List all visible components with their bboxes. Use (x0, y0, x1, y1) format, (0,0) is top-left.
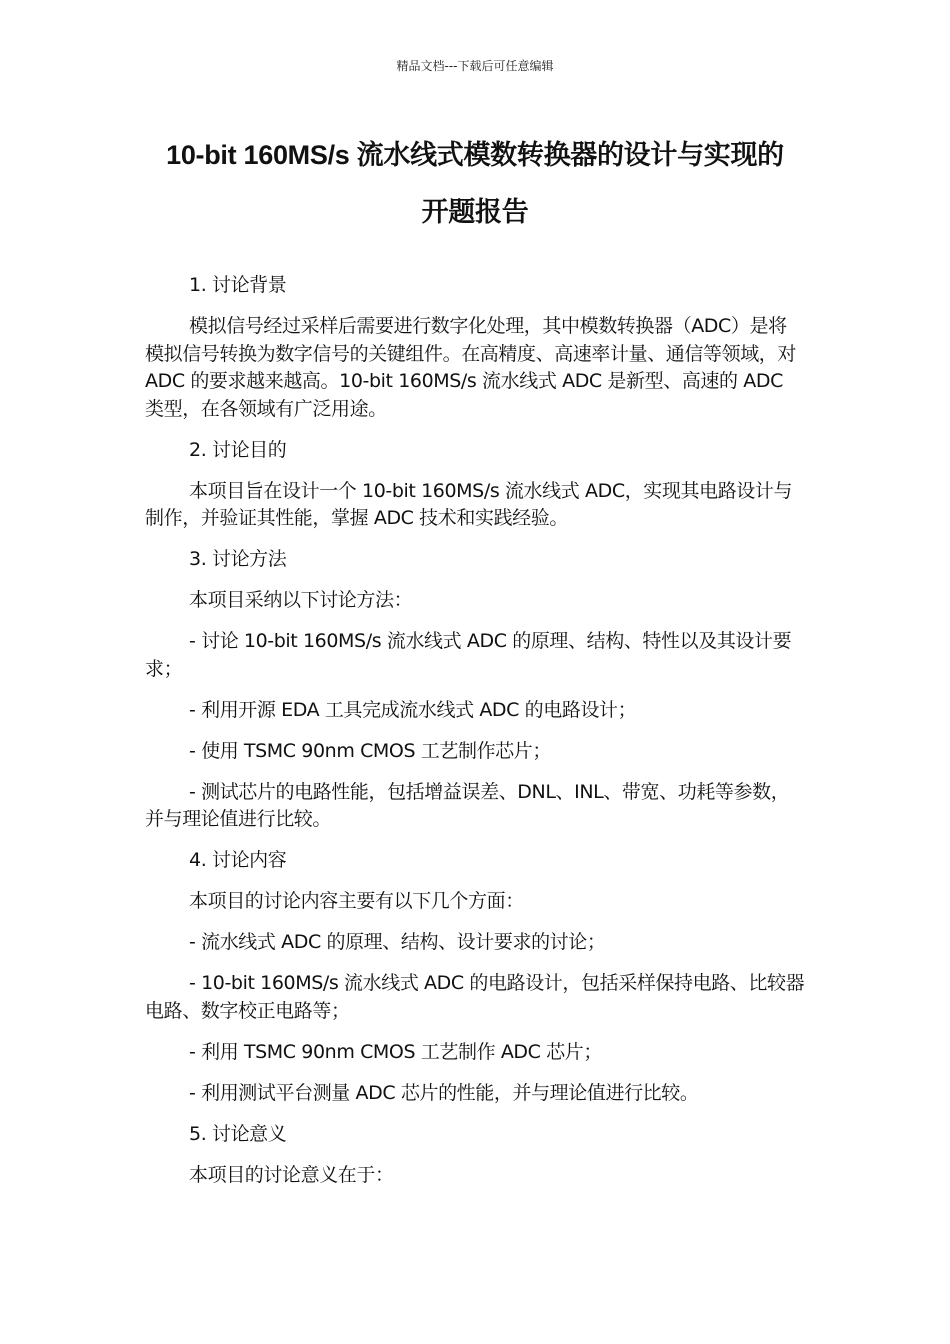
list-item-method: - 测试芯片的电路性能，包括增益误差、DNL、INL、带宽、功耗等参数，并与理论值进行比较。 (145, 780, 790, 830)
document-title-line-1: 10-bit 160MS/s 流水线式模数转换器的设计与实现的 (166, 140, 784, 170)
paragraph-method-intro: 本项目采纳以下讨论方法： (189, 589, 413, 611)
list-item-method: - 使用 TSMC 90nm CMOS 工艺制作芯片； (189, 739, 551, 762)
list-item-content: - 10-bit 160MS/s 流水线式 ADC 的电路设计，包括采样保持电路、比较器电路、数字校正电路等； (145, 972, 805, 1022)
document-title-line-2: 开题报告 (421, 197, 529, 227)
document-body (145, 272, 805, 1203)
paragraph-significance-intro: 本项目的讨论意义在于： (189, 1163, 394, 1186)
list-item-content: - 利用 TSMC 90nm CMOS 工艺制作 ADC 芯片； (189, 1040, 602, 1063)
list-item-method: - 利用开源 EDA 工具完成流水线式 ADC 的电路设计； (189, 698, 637, 721)
section-heading-content: 4. 讨论内容 (189, 849, 287, 871)
section-heading-significance: 5. 讨论意义 (189, 1122, 287, 1145)
list-item-method: - 讨论 10-bit 160MS/s 流水线式 ADC 的原理、结构、特性以及其设计要求； (145, 630, 792, 680)
paragraph-content-intro: 本项目的讨论内容主要有以下几个方面： (189, 890, 524, 912)
page-header: 精品文档---下载后可任意编辑 (396, 59, 554, 73)
section-heading-purpose: 2. 讨论目的 (189, 438, 287, 461)
section-heading-background: 1. 讨论背景 (189, 274, 287, 296)
paragraph-purpose: 本项目旨在设计一个 10-bit 160MS/s 流水线式 ADC，实现其电路设计与制作，并验证其性能，掌握 ADC 技术和实践经验。 (145, 479, 793, 529)
paragraph-background: 模拟信号经过采样后需要进行数字化处理，其中模数转换器（ADC）是将模拟信号转换为数字信号的关键组件。在高精度、高速率计量、通信等领域，对 ADC 的要求越来越高。10-bit 160MS/s 流水线式 ADC 是新型、高速的 ADC 类型，在各领域有广泛用途。 (145, 315, 797, 420)
list-item-content: - 流水线式 ADC 的原理、结构、设计要求的讨论； (189, 931, 606, 953)
list-item-content: - 利用测试平台测量 ADC 芯片的性能，并与理论值进行比较。 (189, 1081, 699, 1104)
section-heading-method: 3. 讨论方法 (189, 548, 287, 570)
